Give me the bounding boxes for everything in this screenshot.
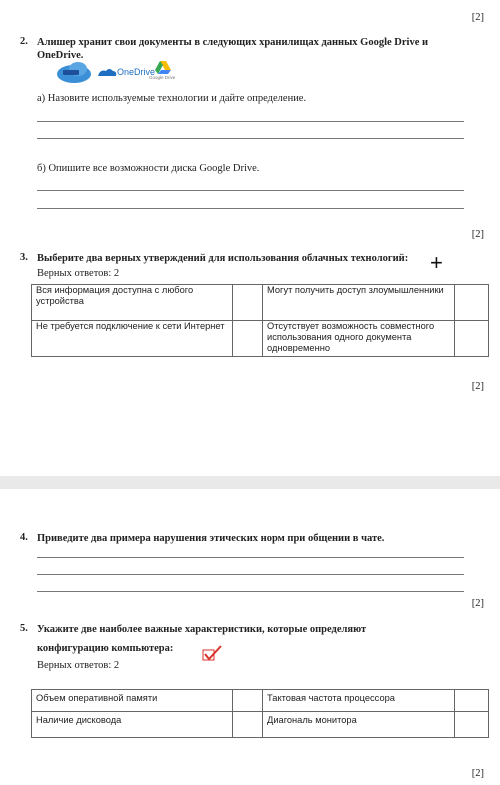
question-2-number: 2.: [20, 36, 28, 47]
question-5-number: 5.: [20, 623, 28, 634]
question-4-text: Приведите два примера нарушения этических норм при общении в чате.: [37, 533, 385, 544]
option-cell[interactable]: [32, 285, 233, 321]
google-drive-icon: [155, 60, 171, 74]
option-checkbox-cell[interactable]: [232, 285, 263, 321]
answer-line-2a-2: [37, 138, 464, 139]
option-checkbox-cell[interactable]: [232, 712, 263, 738]
option-cell[interactable]: [32, 690, 233, 712]
option-checkbox-cell[interactable]: [455, 321, 489, 357]
question-2a-text: а) Назовите используемые технологии и дайте определение.: [37, 93, 307, 104]
option-cell[interactable]: [32, 321, 233, 357]
question-4-number: 4.: [20, 532, 28, 543]
question-5-options-table: [31, 689, 489, 738]
option-label: Объем оперативной памяти: [36, 693, 158, 703]
option-cell[interactable]: [263, 690, 455, 712]
question-2b-text: б) Опишите все возможности диска Google Drive.: [37, 163, 260, 174]
table-row: [32, 712, 489, 738]
option-label: Наличие дисковода: [36, 715, 122, 725]
page-break: [0, 476, 500, 489]
option-cell[interactable]: [263, 321, 455, 357]
question-5-text-line1: Укажите две наиболее важные характеристики, которые определяют: [37, 624, 367, 635]
table-row: [32, 321, 489, 357]
question-3-text: Выберите два верных утверждений для использования облачных технологий:: [37, 253, 409, 264]
answer-line-4-3: [37, 591, 464, 592]
option-cell[interactable]: [32, 712, 233, 738]
option-label: Не требуется подключение к сети Интернет: [36, 321, 225, 331]
question-2-points: [2]: [471, 229, 484, 240]
question-5-text-line2: конфигурацию компьютера:: [37, 643, 174, 654]
onedrive-logo-text: OneDrive: [117, 67, 156, 77]
table-row: [32, 285, 489, 321]
option-label: Вся информация доступна с любого устройства: [36, 285, 194, 306]
question-5-points: [2]: [471, 768, 484, 779]
answer-line-4-1: [37, 557, 464, 558]
question-3-answer-count: Верных ответов: 2: [37, 268, 120, 279]
question-5-answer-count: Верных ответов: 2: [37, 660, 120, 671]
answer-line-2a-1: [37, 121, 464, 122]
google-drive-logo-text: Google Drive: [149, 75, 176, 80]
option-checkbox-cell[interactable]: [455, 690, 489, 712]
option-checkbox-cell[interactable]: [455, 712, 489, 738]
answer-line-4-2: [37, 574, 464, 575]
option-checkbox-cell[interactable]: [455, 285, 489, 321]
answer-line-2b-2: [37, 208, 464, 209]
question-3-number: 3.: [20, 252, 28, 263]
option-checkbox-cell[interactable]: [232, 690, 263, 712]
option-label: Могут получить доступ злоумышленники: [267, 285, 444, 295]
points-label-top: [2]: [471, 12, 484, 23]
answer-line-2b-1: [37, 190, 464, 191]
question-3-points: [2]: [471, 381, 484, 392]
option-cell[interactable]: [263, 712, 455, 738]
table-row: [32, 690, 489, 712]
question-3-options-table: [31, 284, 489, 357]
option-checkbox-cell[interactable]: [232, 321, 263, 357]
question-4-points: [2]: [471, 598, 484, 609]
cloud-logos: [56, 60, 196, 84]
option-label: Диагональ монитора: [267, 715, 357, 725]
checkmark-icon: [201, 644, 223, 662]
question-2-text: Алишер хранит свои документы в следующих хранилищах данных Google Drive и OneDrive.: [37, 37, 429, 61]
option-label: Отсутствует возможность совместного использования одного документа одновременно: [267, 321, 435, 353]
option-cell[interactable]: [263, 285, 455, 321]
option-label: Тактовая частота процессора: [267, 693, 395, 703]
add-icon[interactable]: +: [430, 250, 443, 275]
